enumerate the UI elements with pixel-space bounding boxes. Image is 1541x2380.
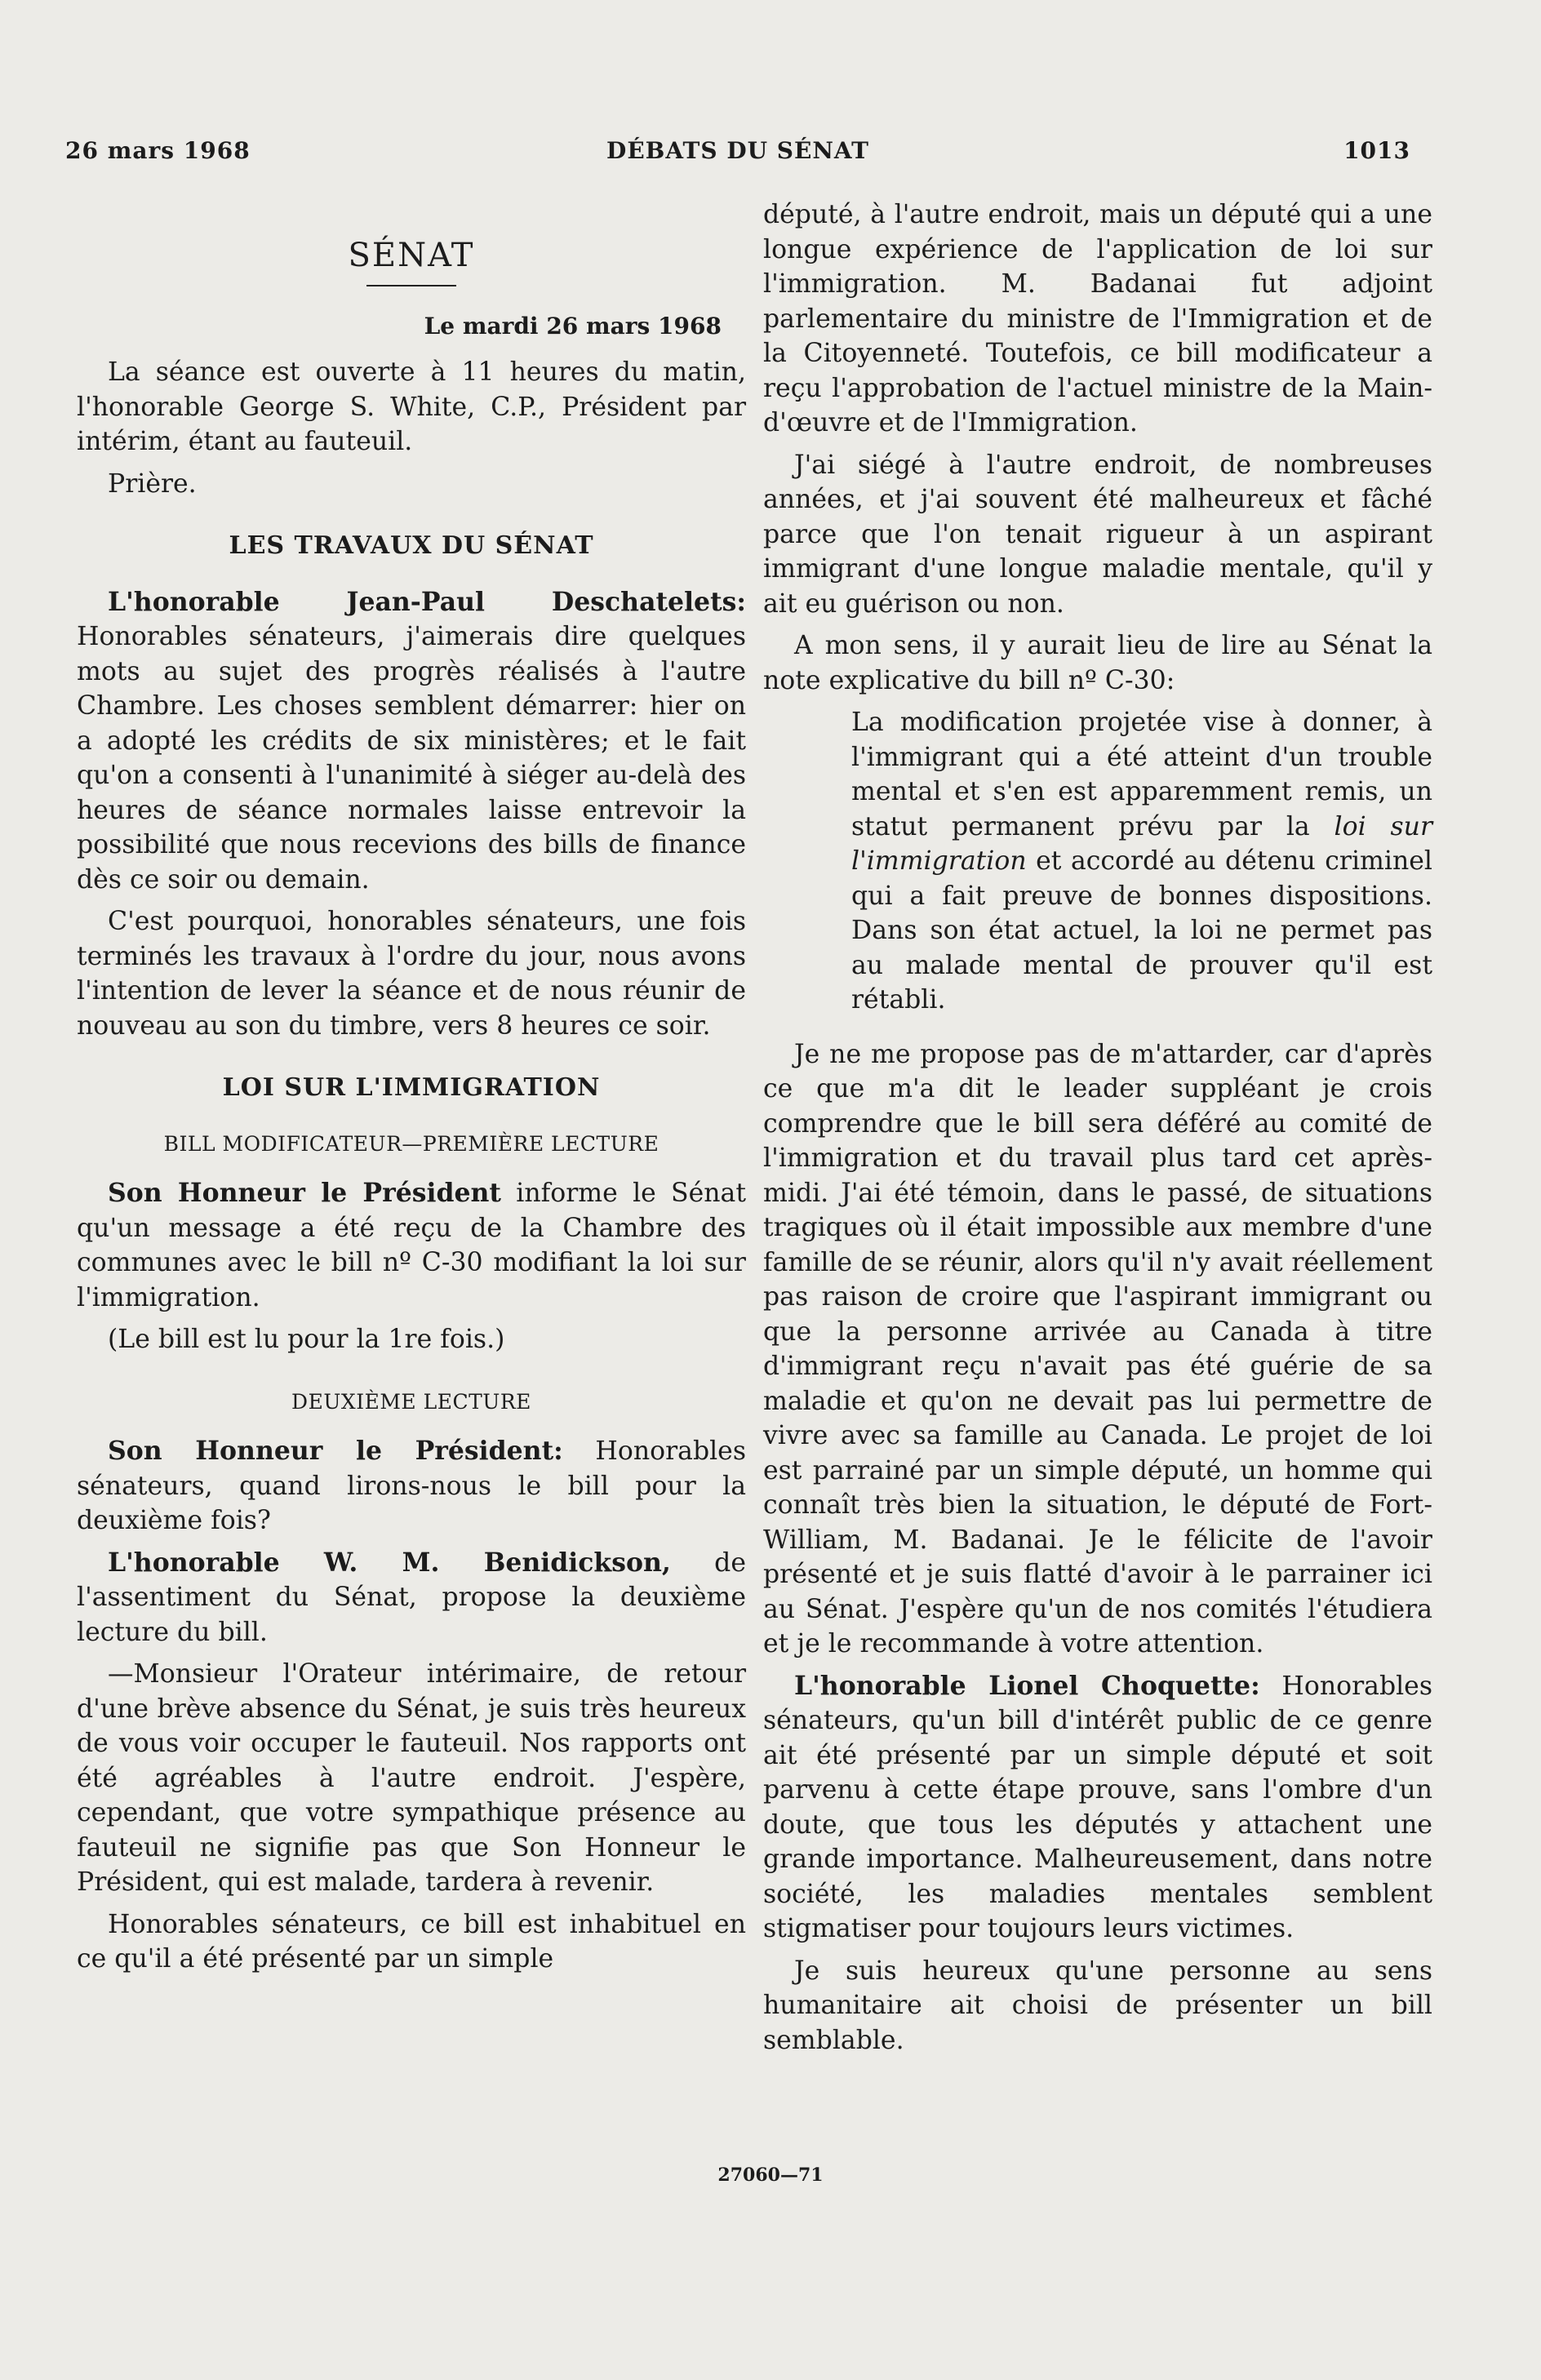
speech-paragraph xyxy=(77,1176,746,1315)
speech-paragraph xyxy=(77,585,746,898)
speaker-name: L'honorable Lionel Choquette: xyxy=(794,1670,1260,1701)
section-heading: LOI SUR L'IMMIGRATION xyxy=(222,1073,601,1102)
paragraph: —Monsieur l'Orateur intérimaire, de retour d'une brève absence du Sénat, je suis très heureux de vous voir occuper le fauteuil. Nos rapports ont été agréables à l'autre endroit. J'espère, cependant, que votre sympathique présence au fauteuil ne signifie pas que Son Honneur le Président, qui est malade, tardera à revenir. xyxy=(77,1659,746,1897)
speaker-name: Son Honneur le Président: xyxy=(108,1436,563,1466)
paragraph: A mon sens, il y aurait lieu de lire au Sénat la note explicative du bill nº C-30: xyxy=(763,631,1432,695)
speech-paragraph xyxy=(77,1434,746,1539)
speaker-name: L'honorable Jean-Paul Deschatelets: xyxy=(108,586,746,617)
paragraph: député, à l'autre endroit, mais un député qui a une longue expérience de l'application de loi sur l'immigration. M. Badanai fut adjoint parlementaire du ministre de l'Immigration et de la Citoyenneté. Toutefois, ce bill modificateur a reçu l'approbation de l'actuel ministre de la Main-d'œuvre et de l'Immigration. xyxy=(763,200,1432,437)
subsection-heading: BILL MODIFICATEUR—PREMIÈRE LECTURE xyxy=(163,1131,659,1156)
quote-text: et accordé au détenu criminel qui a fait preuve de bonnes dispositions. Dans son état actuel, la loi ne permet pas au malade mental de prouver qu'il est rétabli. xyxy=(851,846,1432,1015)
speech-text: Honorables sénateurs, j'aimerais dire quelques mots au sujet des progrès réalisés à l'autre Chambre. Les choses semblent démarrer: hier on a adopté les crédits de six ministères; et le fait qu'on a consenti à l'unanimité à siéger au-delà des heures de séance normales laisse entrevoir la possibilité que nous recevions des bills de finance dès ce soir ou demain. xyxy=(77,622,746,895)
section-heading: LES TRAVAUX DU SÉNAT xyxy=(229,531,594,560)
paragraph: (Le bill est lu pour la 1re fois.) xyxy=(108,1325,505,1354)
speaker-name: L'honorable W. M. Benidickson, xyxy=(108,1547,671,1578)
paragraph-prayer: Prière. xyxy=(108,468,197,499)
header-date: 26 mars 1968 xyxy=(65,137,251,164)
paragraph: Je ne me propose pas de m'attarder, car d'après ce que m'a dit le leader suppléant je crois comprendre que le bill sera déféré au comité de l'immigration et du travail plus tard cet après-midi. J'ai été témoin, dans le passé, de situations tragiques où il était impossible aux membre d'une famille de se réunir, alors qu'il n'y avait réellement pas raison de croire que l'aspirant immigrant ou que la personne arrivée au Canada à titre d'immigrant reçu n'avait pas été guérie de sa maladie et qu'on ne devait pas lui permettre de vivre avec sa famille au Canada. Le projet de loi est parrainé par un simple député, un homme qui connaît très bien la situation, le député de Fort-William, M. Badanai. Je le félicite de l'avoir présenté et je suis flatté d'avoir à le parrainer ici au Sénat. J'espère qu'un de nos comités l'étudiera et je le recommande à votre attention. xyxy=(763,1039,1432,1658)
speech-text: informe le Sénat qu'un message a été reçu de la Chambre des communes avec le bill nº C-30 modifiant la loi sur l'immigration. xyxy=(77,1179,746,1312)
quote-italic: loi sur l'immigration xyxy=(851,811,1432,876)
paragraph: Je suis heureux qu'une personne au sens humanitaire ait choisi de présenter un bill semblable. xyxy=(763,1956,1432,2055)
speaker-name: Son Honneur le Président xyxy=(108,1178,501,1208)
page-title: SÉNAT xyxy=(348,237,475,274)
speech-paragraph xyxy=(77,1546,746,1650)
speech-text: Honorables sénateurs, quand lirons-nous le bill pour la deuxième fois? xyxy=(77,1436,746,1535)
paragraph: J'ai siégé à l'autre endroit, de nombreuses années, et j'ai souvent été malheureux et fâché parce que l'on tenait rigueur à un aspirant immigrant d'une longue maladie mentale, qu'il y ait eu guérison ou non. xyxy=(763,450,1432,619)
speech-text: Honorables sénateurs, qu'un bill d'intérêt public de ce genre ait été présenté par un simple député et soit parvenu à cette étape prouve, sans l'ombre d'un doute, que tous les députés y attachent une grande importance. Malheureusement, dans notre société, les maladies mentales semblent stigmatiser pour toujours leurs victimes. xyxy=(763,1671,1432,1943)
block-quote xyxy=(851,705,1432,1018)
speech-paragraph xyxy=(763,1669,1432,1947)
title-rule xyxy=(366,285,456,286)
paragraph: La séance est ouverte à 11 heures du matin, l'honorable George S. White, C.P., Président par intérim, étant au fauteuil. xyxy=(77,357,746,456)
print-code: 27060—71 xyxy=(717,2165,824,2186)
speech-text: de l'assentiment du Sénat, propose la deuxième lecture du bill. xyxy=(77,1547,746,1647)
paragraph: Honorables sénateurs, ce bill est inhabituel en ce qu'il a été présenté par un simple xyxy=(77,1909,746,1974)
quote-text: La modification projetée vise à donner, à l'immigrant qui a été atteint d'un trouble mental et s'en est apparemment remis, un statut permanent prévu par la xyxy=(851,708,1432,841)
paragraph: C'est pourquoi, honorables sénateurs, une fois terminés les travaux à l'ordre du jour, nous avons l'intention de lever la séance et de nous réunir de nouveau au son du timbre, vers 8 heures ce soir. xyxy=(77,907,746,1041)
right-column xyxy=(763,198,1432,2065)
sitting-date: Le mardi 26 mars 1968 xyxy=(424,312,722,340)
subsection-heading: DEUXIÈME LECTURE xyxy=(291,1389,531,1414)
running-header xyxy=(65,137,1410,170)
header-title: DÉBATS DU SÉNAT xyxy=(606,137,869,164)
left-column xyxy=(77,198,746,1984)
page-number: 1013 xyxy=(1343,137,1410,164)
